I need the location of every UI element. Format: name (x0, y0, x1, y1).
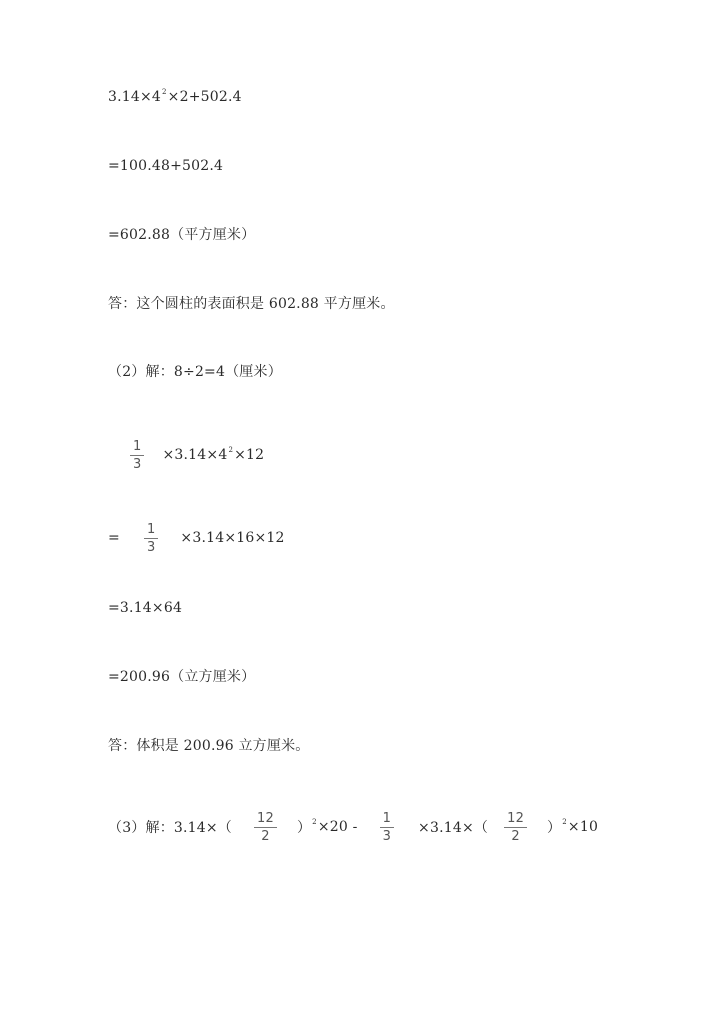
formula-text: ×3.14×4 (162, 447, 228, 463)
formula-text: ×3.14×（ (418, 820, 489, 836)
fraction (130, 440, 144, 471)
fraction-numerator: 12 (257, 810, 274, 826)
fraction-denominator: 2 (261, 828, 270, 844)
fraction-numerator: 1 (133, 438, 142, 454)
formula-text: ×2+502.4 (167, 89, 242, 105)
solution-line-3 (108, 809, 598, 845)
fraction-denominator: 3 (146, 539, 156, 555)
fraction (144, 523, 158, 554)
formula-text: ×3.14×16×12 (180, 530, 285, 546)
formula-text: =602.88（平方厘米） (108, 227, 256, 243)
formula-text: =3.14×64 (108, 600, 183, 616)
exponent: 2 (562, 818, 567, 826)
formula-text: =200.96（立方厘米） (108, 669, 256, 685)
solution-text: （3）解：3.14×（ (108, 820, 233, 836)
formula-line-3 (108, 219, 255, 249)
formula-line-8 (108, 593, 182, 623)
fraction (504, 812, 527, 843)
fraction-numerator: 1 (382, 810, 392, 826)
exponent: 2 (312, 818, 317, 826)
answer-text: 答：体积是 200.96 立方厘米。 (108, 738, 310, 754)
formula-line-6 (126, 437, 264, 473)
formula-line-7 (108, 520, 285, 556)
exponent: 2 (162, 88, 167, 96)
fraction (380, 812, 394, 843)
formula-line-9 (108, 661, 255, 691)
formula-text: 3.14×4 (108, 89, 162, 105)
fraction-numerator: 1 (146, 521, 156, 537)
formula-line-1 (108, 82, 242, 112)
answer-text: 答：这个圆柱的表面积是 602.88 平方厘米。 (108, 296, 395, 312)
formula-text: ） (296, 820, 312, 836)
equals-sign: = (108, 530, 120, 546)
formula-text: ×20 - (317, 819, 358, 835)
formula-text: ×10 (567, 819, 599, 835)
exponent: 2 (228, 446, 234, 454)
answer-line-1 (108, 288, 395, 318)
fraction-numerator: 12 (507, 810, 525, 826)
formula-line-2 (108, 151, 223, 181)
formula-text: ） (547, 820, 562, 836)
fraction-denominator: 3 (133, 456, 142, 472)
solution-text: （2）解：8÷2=4（厘米） (108, 364, 282, 380)
answer-line-2 (108, 730, 310, 760)
fraction (254, 812, 277, 843)
fraction-denominator: 2 (511, 828, 520, 844)
fraction-denominator: 3 (382, 828, 392, 844)
formula-text: =100.48+502.4 (108, 158, 224, 174)
solution-header-2 (108, 356, 282, 386)
formula-text: ×12 (234, 447, 265, 463)
